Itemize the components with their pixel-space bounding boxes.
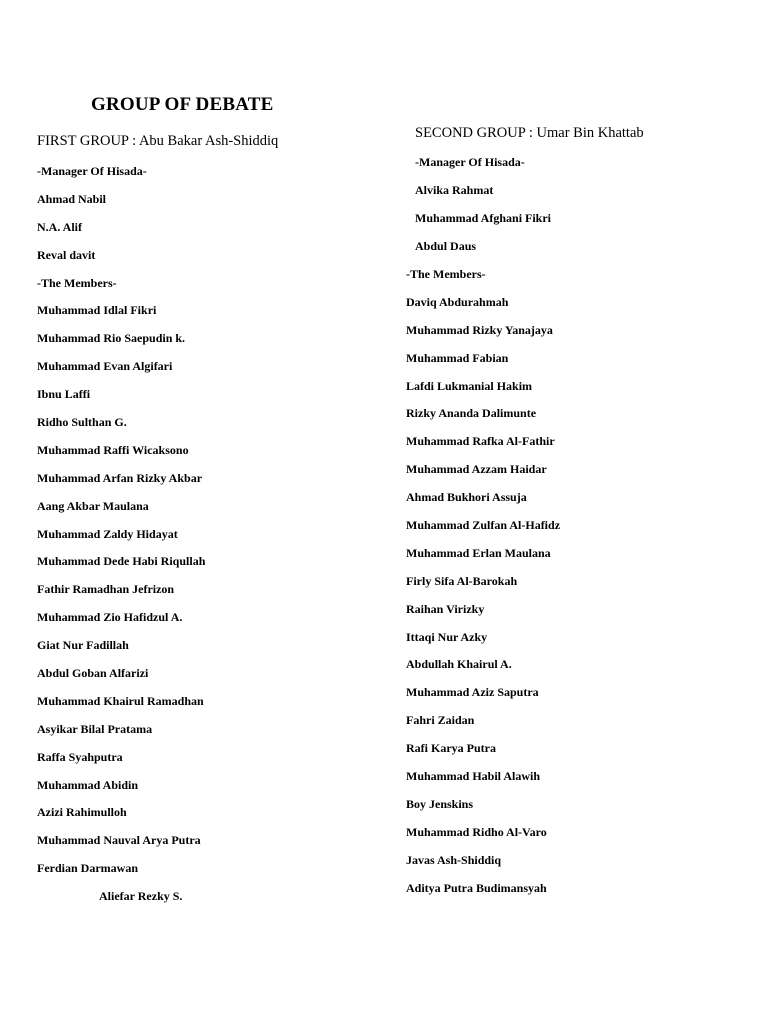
- member-name: Muhammad Ridho Al-Varo: [406, 824, 547, 839]
- member-name: Ittaqi Nur Azky: [406, 629, 488, 644]
- member-name: Aditya Putra Budimansyah: [406, 880, 547, 895]
- member-name: Muhammad Khairul Ramadhan: [37, 693, 204, 708]
- member-name: Muhammad Idlal Fikri: [37, 303, 157, 318]
- member-name: Muhammad Dede Habi Riqullah: [37, 554, 206, 569]
- member-name: Rizky Ananda Dalimunte: [406, 406, 537, 421]
- member-name: Fathir Ramadhan Jefrizon: [37, 582, 175, 597]
- member-name: Boy Jenskins: [406, 796, 474, 811]
- member-name: Muhammad Zio Hafidzul A.: [37, 610, 183, 625]
- section-label: -Manager Of Hisada-: [37, 164, 147, 178]
- member-name: Asyikar Bilal Pratama: [37, 721, 153, 736]
- first-group-list: [37, 164, 205, 917]
- member-name: Daviq Abdurahmah: [406, 294, 509, 309]
- section-label: -Manager Of Hisada-: [415, 155, 525, 169]
- member-name: Firly Sifa Al-Barokah: [406, 573, 518, 588]
- document-title: GROUP OF DEBATE: [91, 94, 274, 115]
- member-name: Azizi Rahimulloh: [37, 805, 127, 820]
- member-name: Muhammad Habil Alawih: [406, 769, 541, 784]
- member-name: Fahri Zaidan: [406, 713, 475, 728]
- member-name: Muhammad Fabian: [406, 350, 509, 365]
- member-name: Ferdian Darmawan: [37, 861, 138, 876]
- member-name: Abdul Goban Alfarizi: [37, 666, 149, 681]
- member-name: Muhammad Nauval Arya Putra: [37, 833, 201, 848]
- first-group-heading: FIRST GROUP : Abu Bakar Ash-Shiddiq: [37, 133, 279, 149]
- member-name: Muhammad Abidin: [37, 777, 139, 792]
- member-name: Muhammad Zulfan Al-Hafidz: [406, 518, 561, 533]
- member-name: N.A. Alif: [37, 219, 82, 234]
- member-name: Javas Ash-Shiddiq: [406, 852, 502, 867]
- second-group-heading: SECOND GROUP : Umar Bin Khattab: [415, 125, 644, 141]
- member-name: Abdul Daus: [415, 239, 477, 253]
- member-name: Muhammad Arfan Rizky Akbar: [37, 470, 203, 485]
- member-name: Raffa Syahputra: [37, 749, 123, 764]
- member-name: Muhammad Rio Saepudin k.: [37, 331, 186, 346]
- member-name: Abdullah Khairul A.: [406, 657, 512, 672]
- member-name: Reval davit: [37, 247, 96, 262]
- member-name: Ridho Sulthan G.: [37, 415, 127, 430]
- member-name: Ahmad Bukhori Assuja: [406, 490, 527, 505]
- member-name: Muhammad Zaldy Hidayat: [37, 526, 178, 541]
- member-name: Alvika Rahmat: [415, 183, 494, 197]
- member-name: Giat Nur Fadillah: [37, 638, 129, 653]
- member-name: Muhammad Evan Algifari: [37, 359, 173, 374]
- member-name: Muhammad Azzam Haidar: [406, 462, 547, 477]
- second-group-managers-list: [415, 155, 551, 267]
- member-name: Muhammad Rafka Al-Fathir: [406, 434, 555, 449]
- member-name: Muhammad Aziz Saputra: [406, 685, 539, 700]
- member-name: Muhammad Erlan Maulana: [406, 545, 551, 560]
- member-name: Aliefar Rezky S.: [99, 889, 183, 904]
- member-name: Ibnu Laffi: [37, 387, 91, 402]
- member-name: Aang Akbar Maulana: [37, 498, 149, 513]
- member-name: Muhammad Afghani Fikri: [415, 211, 552, 225]
- second-group-members-list: [406, 267, 560, 908]
- section-label: -The Members-: [37, 275, 117, 290]
- member-name: Muhammad Raffi Wicaksono: [37, 442, 189, 457]
- member-name: Lafdi Lukmanial Hakim: [406, 378, 533, 393]
- member-name: Muhammad Rizky Yanajaya: [406, 322, 553, 337]
- member-name: Rafi Karya Putra: [406, 741, 496, 756]
- section-label: -The Members-: [406, 267, 486, 281]
- member-name: Raihan Virizky: [406, 601, 485, 616]
- member-name: Ahmad Nabil: [37, 191, 107, 206]
